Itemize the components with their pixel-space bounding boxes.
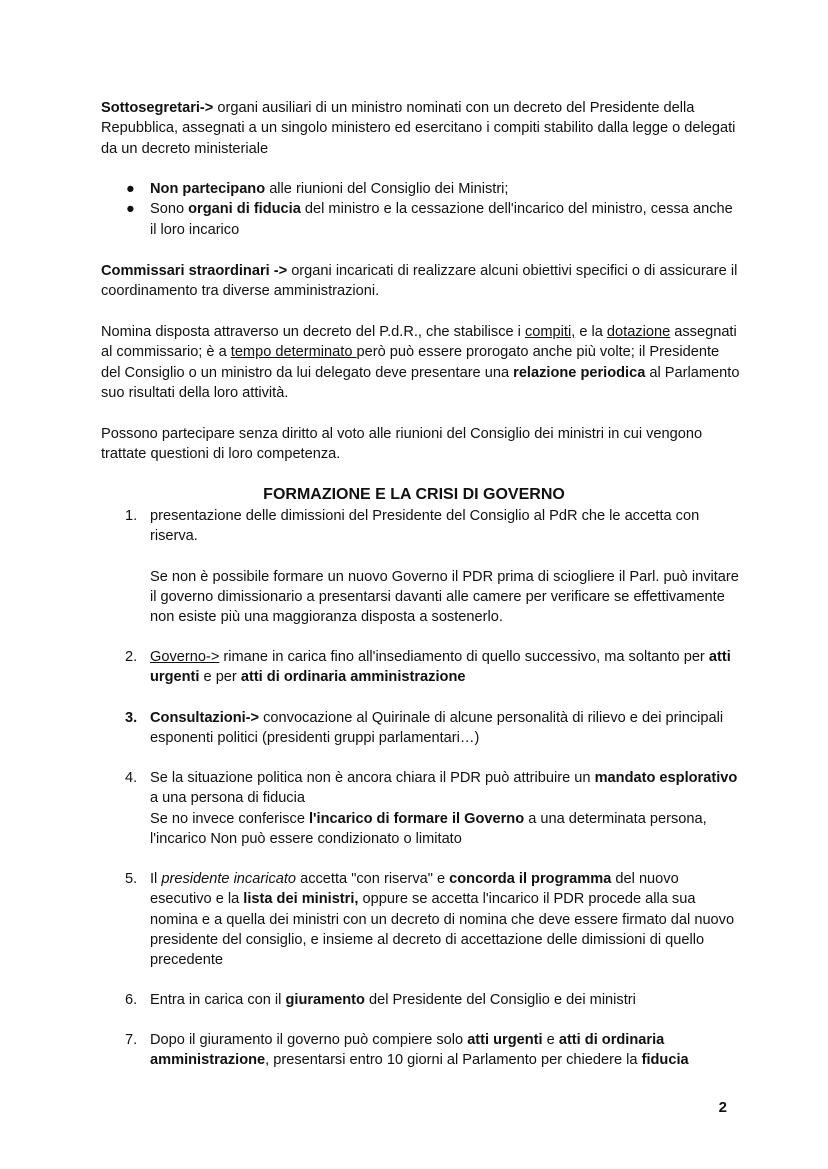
item-number: 5. xyxy=(125,871,138,887)
item-number: 4. xyxy=(125,770,138,786)
text: a una determinata persona, l'incarico Non può essere condizionato o limitato xyxy=(150,810,707,847)
bold-text: lista dei ministri, xyxy=(243,891,359,908)
paragraph-commissari xyxy=(101,261,741,302)
italic-text: presidente incaricato xyxy=(161,871,297,887)
list-item xyxy=(101,708,741,749)
text: Nomina disposta attraverso un decreto del P.d.R., che stabilisce i xyxy=(101,324,525,340)
item-text xyxy=(150,809,741,850)
underlined-text: dotazione xyxy=(606,324,671,340)
bold-text: mandato esplorativo xyxy=(594,770,738,786)
text: a una persona di fiducia xyxy=(150,790,305,807)
bold-text: relazione periodica xyxy=(513,364,646,381)
item-text xyxy=(150,647,741,688)
bold-text: Consultazioni-> xyxy=(150,710,260,726)
bold-text: atti di ordinaria amministrazione xyxy=(240,669,466,686)
list-item xyxy=(101,647,741,688)
text: Se no invece conferisce xyxy=(150,810,309,827)
text: assegnati al commissario; è a xyxy=(101,324,737,361)
paragraph-sottosegretari xyxy=(101,98,741,159)
bold-text: fiducia xyxy=(641,1052,689,1069)
text: del nuovo esecutivo e la xyxy=(150,871,679,908)
text: accetta "con riserva" e xyxy=(296,871,450,887)
list-item xyxy=(101,768,741,849)
text: oppure se accetta l'incarico il PDR procede alla sua nomina e a quella dei ministri con un decreto di nomina che deve essere firmato dal nuovo presidente del consiglio, e insieme al decreto di accettazione delle dimissioni di quello precedente xyxy=(150,891,735,969)
text: e xyxy=(542,1032,559,1048)
item-number: 1. xyxy=(125,508,138,524)
item-text: presentazione delle dimissioni del Presidente del Consiglio al PdR che le accetta con riserva. xyxy=(150,508,700,545)
text: Se la situazione politica non è ancora chiara il PDR può attribuire un xyxy=(150,770,595,786)
underlined-text: Governo-> xyxy=(150,649,220,665)
section-title: FORMAZIONE E LA CRISI DI GOVERNO xyxy=(263,486,565,503)
text: rimane in carica fino all'insediamento di quello successivo, ma soltanto per xyxy=(219,649,709,665)
list-item xyxy=(101,869,741,970)
page-number: 2 xyxy=(718,1099,727,1116)
text: , presentarsi entro 10 giorni al Parlamento per chiedere la xyxy=(265,1052,642,1069)
text: al Parlamento suo risultati della loro attività. xyxy=(101,364,740,401)
text: però può essere prorogato anche più volte; il Presidente del Consiglio o un ministro da lui delegato deve presentare una xyxy=(101,344,720,381)
text: e per xyxy=(199,669,241,686)
text: convocazione al Quirinale di alcune personalità di rilievo e dei principali esponenti politici (presidenti gruppi parlamentari…) xyxy=(150,710,724,747)
bullet-icon: ● xyxy=(126,201,135,218)
item-text xyxy=(150,1030,741,1071)
bold-text: giuramento xyxy=(285,992,365,1008)
item-text xyxy=(150,708,741,749)
bold-text: Non partecipano xyxy=(150,181,266,197)
text: e la xyxy=(575,324,607,340)
underlined-text: compiti, xyxy=(524,324,576,340)
term-sottosegretari: Sottosegretari-> xyxy=(101,100,214,116)
bold-text: atti urgenti xyxy=(150,649,731,686)
bullet-icon: ● xyxy=(126,181,135,197)
paragraph-nomina xyxy=(101,322,741,403)
term-commissari: Commissari straordinari -> xyxy=(101,263,288,279)
item-text: Se non è possibile formare un nuovo Governo il PDR prima di sciogliere il Parl. può invitare il governo dimissionario a presentarsi davanti alle camere per verificare se effettivamente non esiste più una maggioranza disposta a sostenerlo. xyxy=(150,568,739,626)
text: alle riunioni del Consiglio dei Ministri; xyxy=(265,181,509,197)
list-item xyxy=(101,990,741,1010)
list-item xyxy=(101,506,741,627)
text: Entra in carica con il xyxy=(150,992,286,1008)
item-number: 7. xyxy=(125,1032,138,1048)
item-number: 6. xyxy=(125,992,138,1008)
underlined-text: tempo determinato xyxy=(230,344,357,361)
text: Sono xyxy=(150,201,189,218)
bold-text: l'incarico di formare il Governo xyxy=(309,810,525,827)
paragraph-possono: Possono partecipare senza diritto al voto alle riunioni del Consiglio dei ministri in cui vengono trattate questioni di loro competenza. xyxy=(101,426,703,463)
item-number: 3. xyxy=(125,710,138,726)
bullet-list xyxy=(101,179,741,240)
bold-text: organi di fiducia xyxy=(188,201,301,218)
list-item xyxy=(101,199,741,240)
item-text xyxy=(150,869,741,970)
text: organi ausiliari di un ministro nominati con un decreto del Presidente della Repubblica, assegnati a un singolo ministero ed esercitano i compiti stabilito dalla legge o delegati da un decreto ministeriale xyxy=(101,100,736,157)
bold-text: atti di ordinaria amministrazione xyxy=(150,1032,665,1069)
text: del ministro e la cessazione dell'incarico del ministro, cessa anche il loro incarico xyxy=(150,201,733,238)
item-number: 2. xyxy=(125,649,138,665)
item-text xyxy=(150,768,741,809)
list-item xyxy=(101,179,741,199)
text: del Presidente del Consiglio e dei ministri xyxy=(364,992,636,1008)
bold-text: atti urgenti xyxy=(467,1032,543,1048)
bold-text: concorda il programma xyxy=(449,871,612,887)
item-text xyxy=(150,990,741,1010)
text: Il xyxy=(150,871,162,887)
text: organi incaricati di realizzare alcuni obiettivi specifici o di assicurare il coordinamento tra diverse amministrazioni. xyxy=(101,263,738,300)
text: Dopo il giuramento il governo può compiere solo xyxy=(150,1032,468,1048)
list-item xyxy=(101,1030,741,1071)
